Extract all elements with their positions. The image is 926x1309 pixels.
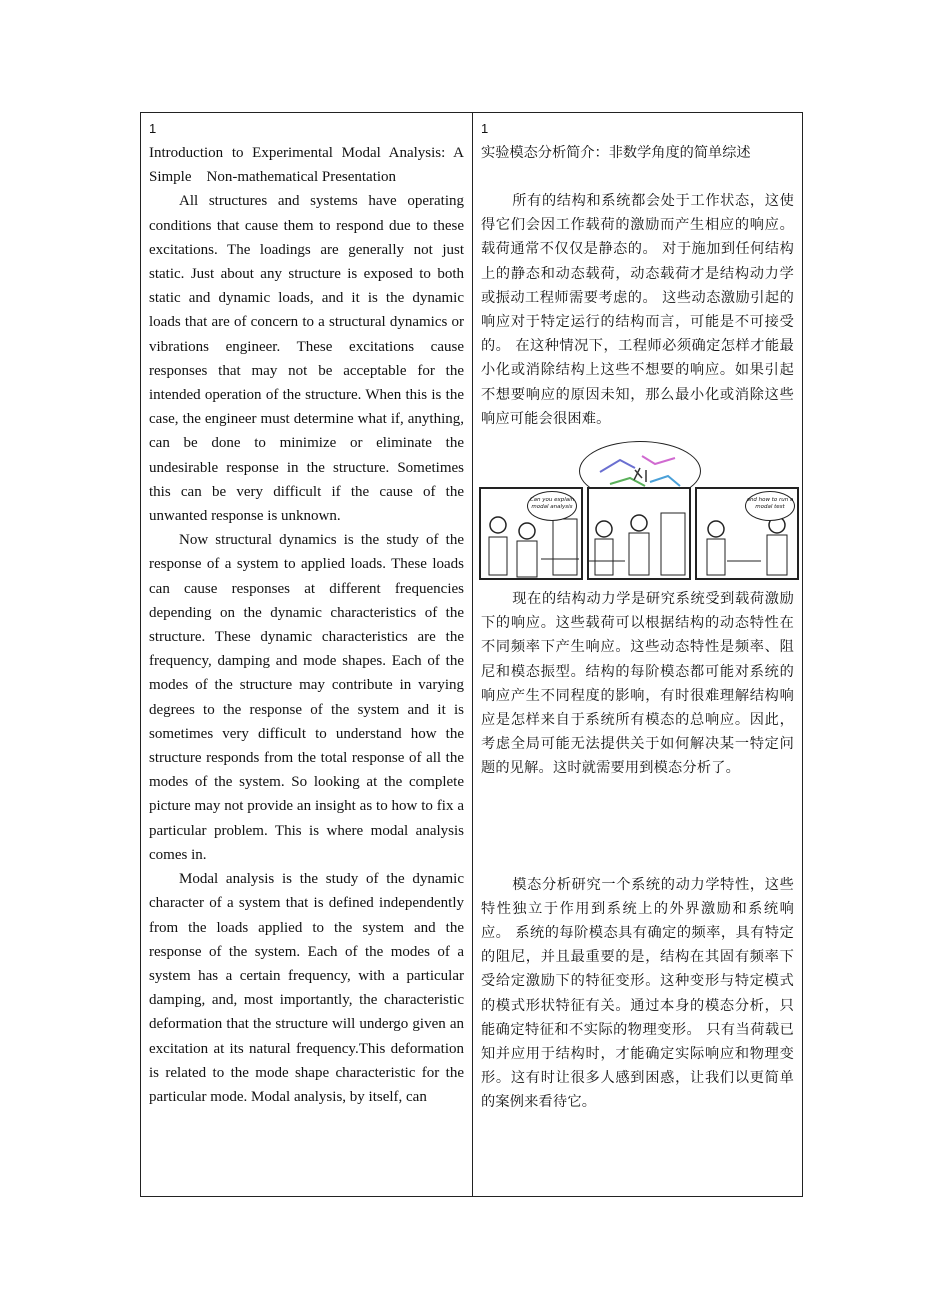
paragraph-en-2: Now structural dynamics is the study of the response of a system to applied loads. These loads can cause responses at different frequencies depending on the dynamic characteristics of the structure. These dynamic characteristics are the frequency, damping and mode shapes. Each of the modes of the structure may contribute in varying degrees to the response of the system and it is sometimes very difficult to understand how the structure responds from the total response of all the modes of the system. So looking at the complete picture may not provide an insight as to how to fix a particular problem. This is where modal analysis comes in. bbox=[149, 532, 464, 863]
speech-bubble-right: and how to run a modal test bbox=[745, 491, 795, 521]
chinese-column bbox=[473, 113, 802, 1196]
paragraph-zh-1: 所有的结构和系统都会处于工作状态，这使得它们会因工作载荷的激励而产生相应的响应。载荷通常不仅仅是静态的。 对于施加到任何结构上的静态和动态载荷，动态载荷才是结构动力学或振动工程师需要考虑的。 这些动态激励引起的响应对于特定运行的结构而言，可能是不可接受的。 在这种情况下，工程师必须确定怎样才能最小化或消除结构上这些不想要的响应。如果引起不想要响应的原因未知，那么最小化或消除这些响应可能会很困难。 bbox=[481, 193, 794, 427]
paragraph-en-3: Modal analysis is the study of the dynamic character of a system that is defined independently from the loads applied to the system and the response of the system. Each of the modes of a system has a certain frequency, with a particular damping, and, most importantly, the characteristic deformation that the structure will undergo given an excitation at its natural frequency.This deformation is related to the mode shape characteristic for the particular mode. Modal analysis, by itself, can bbox=[149, 871, 464, 1105]
speech-bubble-left: Can you explain modal analysis bbox=[527, 491, 577, 521]
bilingual-table bbox=[140, 112, 803, 1197]
english-column bbox=[141, 113, 473, 1196]
comic-panel-middle bbox=[587, 487, 691, 580]
comic-illustration bbox=[479, 441, 801, 583]
section-number-en: 1 bbox=[149, 121, 157, 136]
title-en: Introduction to Experimental Modal Analysis: A Simple Non-mathematical Presentation bbox=[149, 145, 464, 186]
paragraph-en-1: All structures and systems have operating conditions that cause them to respond due to these excitations. The loadings are generally not just static. Just about any structure is exposed to both static and dynamic loads, and it is the dynamic loads that are of concern to a structural dynamics or vibrations engineer. These excitations cause responses that may not be acceptable for the intended operation of the structure. When this is the case, the engineer must determine what if, anything, can be done to minimize or eliminate the undesirable response in the structure. Sometimes this can be very difficult if the cause of the unwanted response is unknown. bbox=[149, 193, 464, 525]
comic-panel-right bbox=[695, 487, 799, 580]
paragraph-zh-3: 模态分析研究一个系统的动力学特性，这些特性独立于作用到系统上的外界激励和系统响应。 系统的每阶模态具有确定的频率，具有特定的阻尼，并且最重要的是，结构在其固有频率下受给定激励下的特征变形。这种变形与特定模式的模式形状特征有关。通过本身的模态分析，只能确定特征和不实际的物理变形。 只有当荷载已知并应用于结构时，才能确定实际响应和物理变形。这有时让很多人感到困惑，让我们以更简单的案例来看待它。 bbox=[481, 876, 794, 1111]
paragraph-zh-2: 现在的结构动力学是研究系统受到载荷激励下的响应。这些载荷可以根据结构的动态特性在不同频率下产生响应。这些动态特性是频率、阻尼和模态振型。结构的每阶模态都可能对系统的响应产生不同程度的影响，有时很难理解结构响应是怎样来自于系统所有模态的总响应。因此，考虑全局可能无法提供关于如何解决某一特定问题的见解。这时就需要用到模态分析了。 bbox=[481, 591, 794, 777]
comic-panel-left bbox=[479, 487, 583, 580]
section-number-zh: 1 bbox=[481, 121, 489, 136]
title-zh: 实验模态分析简介：非数学角度的简单综述 bbox=[481, 145, 751, 161]
